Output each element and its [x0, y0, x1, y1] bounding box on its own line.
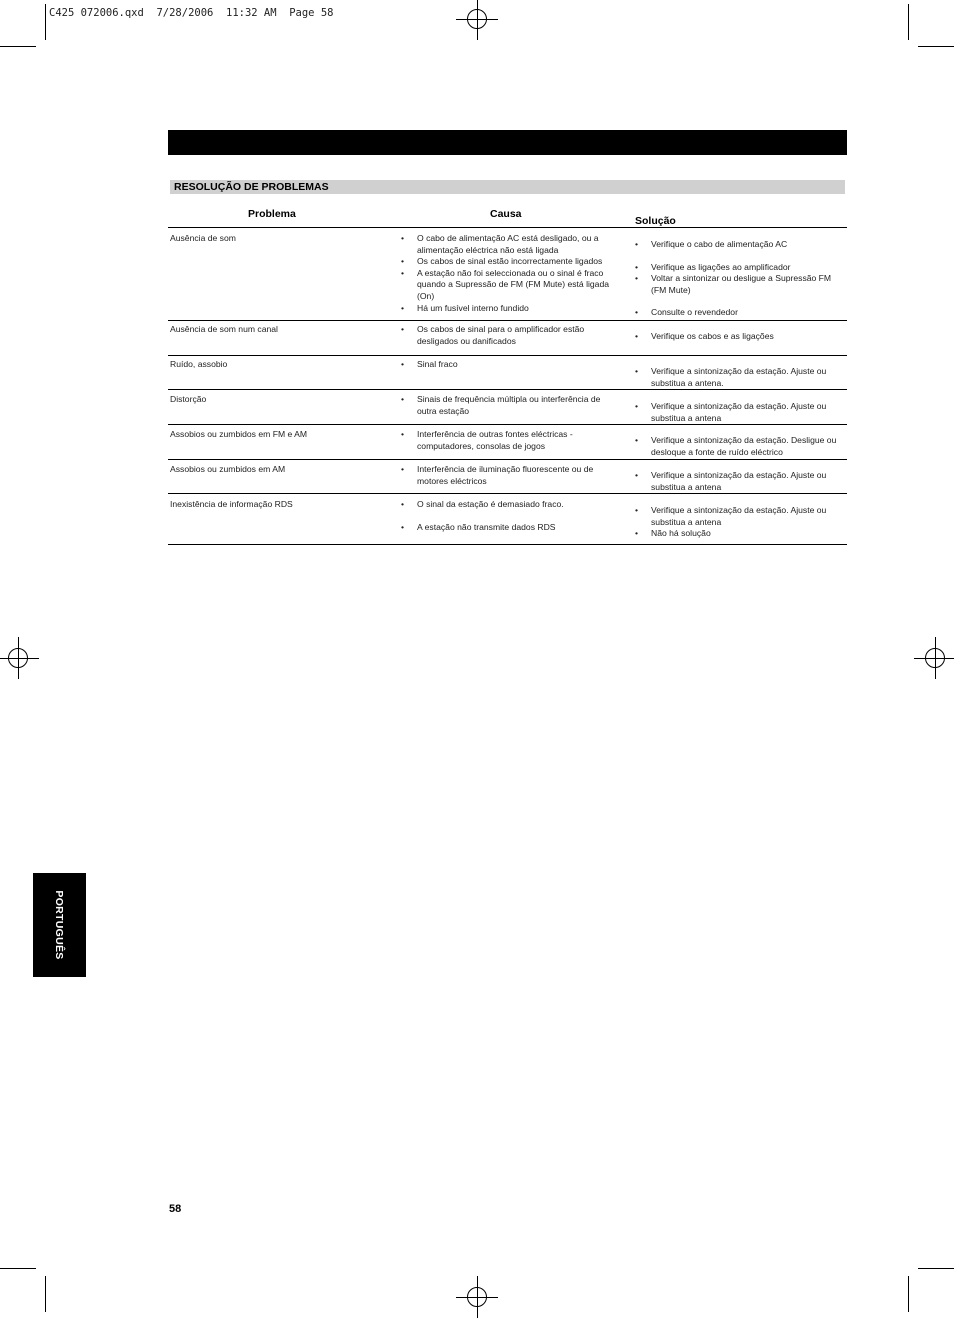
cause-item: • A estação não transmite dados RDS — [401, 522, 611, 534]
print-slug: C425 072006.qxd 7/28/2006 11:32 AM Page 58 — [49, 7, 334, 19]
table-row — [168, 227, 847, 320]
cause-cell — [401, 464, 611, 487]
problem-cell: Assobios ou zumbidos em AM — [170, 464, 286, 474]
column-header-problem: Problema — [248, 208, 296, 220]
cause-cell — [401, 429, 611, 452]
registration-mark — [462, 4, 492, 34]
header-bar — [168, 130, 847, 155]
table-row — [168, 459, 847, 493]
cause-item: • Interferência de iluminação fluorescente ou de motores eléctricos — [401, 464, 611, 487]
solution-item: • Verifique a sintonização da estação. Desligue ou desloque a fonte de ruído eléctrico — [635, 435, 845, 458]
cause-item: • Sinais de frequência múltipla ou interferência de outra estação — [401, 394, 611, 417]
problem-cell: Ausência de som num canal — [170, 324, 278, 334]
solution-cell — [635, 331, 845, 343]
crop-mark — [908, 4, 909, 40]
cause-item: • O sinal da estação é demasiado fraco. — [401, 499, 611, 511]
problem-cell: Ruído, assobio — [170, 359, 228, 369]
table-row — [168, 320, 847, 355]
solution-item: • Verifique a sintonização da estação. Ajuste ou substitua a antena — [635, 470, 845, 493]
table-row — [168, 493, 847, 544]
cause-item: • A estação não foi seleccionada ou o sinal é fraco quando a Supressão de FM (FM Mute) está ligada (On) — [401, 268, 611, 303]
page-number: 58 — [169, 1203, 182, 1215]
cause-item: • Sinal fraco — [401, 359, 611, 371]
solution-item: • Verifique a sintonização da estação. Ajuste ou substitua a antena — [635, 505, 845, 528]
solution-item: • Verifique a sintonização da estação. Ajuste ou substitua a antena. — [635, 366, 845, 389]
cause-cell — [401, 499, 611, 533]
problem-cell: Ausência de som — [170, 233, 236, 243]
solution-item: • Verifique as ligações ao amplificador — [635, 262, 845, 274]
solution-cell — [635, 401, 845, 424]
solution-cell — [635, 470, 845, 493]
table-rule — [168, 544, 847, 545]
crop-mark — [0, 1268, 36, 1269]
table-row — [168, 389, 847, 424]
cause-cell — [401, 359, 611, 371]
problem-cell: Assobios ou zumbidos em FM e AM — [170, 429, 308, 439]
crop-mark — [45, 1276, 46, 1312]
solution-item: • Não há solução — [635, 528, 845, 540]
crop-mark — [45, 4, 46, 40]
cause-cell — [401, 394, 611, 417]
table-row — [168, 424, 847, 459]
cause-item: • Os cabos de sinal para o amplificador estão desligados ou danificados — [401, 324, 611, 347]
solution-item: • Consulte o revendedor — [635, 307, 845, 319]
crop-mark — [918, 1268, 954, 1269]
cause-item: • Há um fusível interno fundido — [401, 303, 611, 315]
crop-mark — [0, 46, 36, 47]
crop-mark — [918, 46, 954, 47]
cause-item: • O cabo de alimentação AC está desligado, ou a alimentação eléctrica não está ligada — [401, 233, 611, 256]
table-row — [168, 355, 847, 389]
solution-cell — [635, 366, 845, 389]
cause-cell — [401, 324, 611, 347]
crop-mark — [908, 1276, 909, 1312]
solution-item: • Voltar a sintonizar ou desligue a Supressão FM (FM Mute) — [635, 273, 845, 296]
registration-mark — [920, 643, 950, 673]
column-header-cause: Causa — [490, 208, 522, 220]
solution-cell — [635, 505, 845, 540]
solution-item: • Verifique os cabos e as ligações — [635, 331, 845, 343]
solution-cell — [635, 239, 845, 319]
registration-mark — [462, 1282, 492, 1312]
cause-item: • Interferência de outras fontes eléctricas - computadores, consolas de jogos — [401, 429, 611, 452]
language-tab — [33, 873, 86, 977]
cause-cell — [401, 233, 611, 314]
section-bar — [170, 180, 845, 194]
section-title: RESOLUÇÃO DE PROBLEMAS — [174, 181, 329, 193]
solution-item: • Verifique o cabo de alimentação AC — [635, 239, 845, 251]
problem-cell: Inexistência de informação RDS — [170, 499, 293, 509]
solution-item: • Verifique a sintonização da estação. Ajuste ou substitua a antena — [635, 401, 845, 424]
language-tab-label: PORTUGUÊS — [53, 890, 65, 960]
registration-mark — [3, 643, 33, 673]
cause-item: • Os cabos de sinal estão incorrectamente ligados — [401, 256, 611, 268]
column-header-solution: Solução — [635, 215, 676, 227]
solution-cell — [635, 435, 845, 458]
problem-cell: Distorção — [170, 394, 207, 404]
